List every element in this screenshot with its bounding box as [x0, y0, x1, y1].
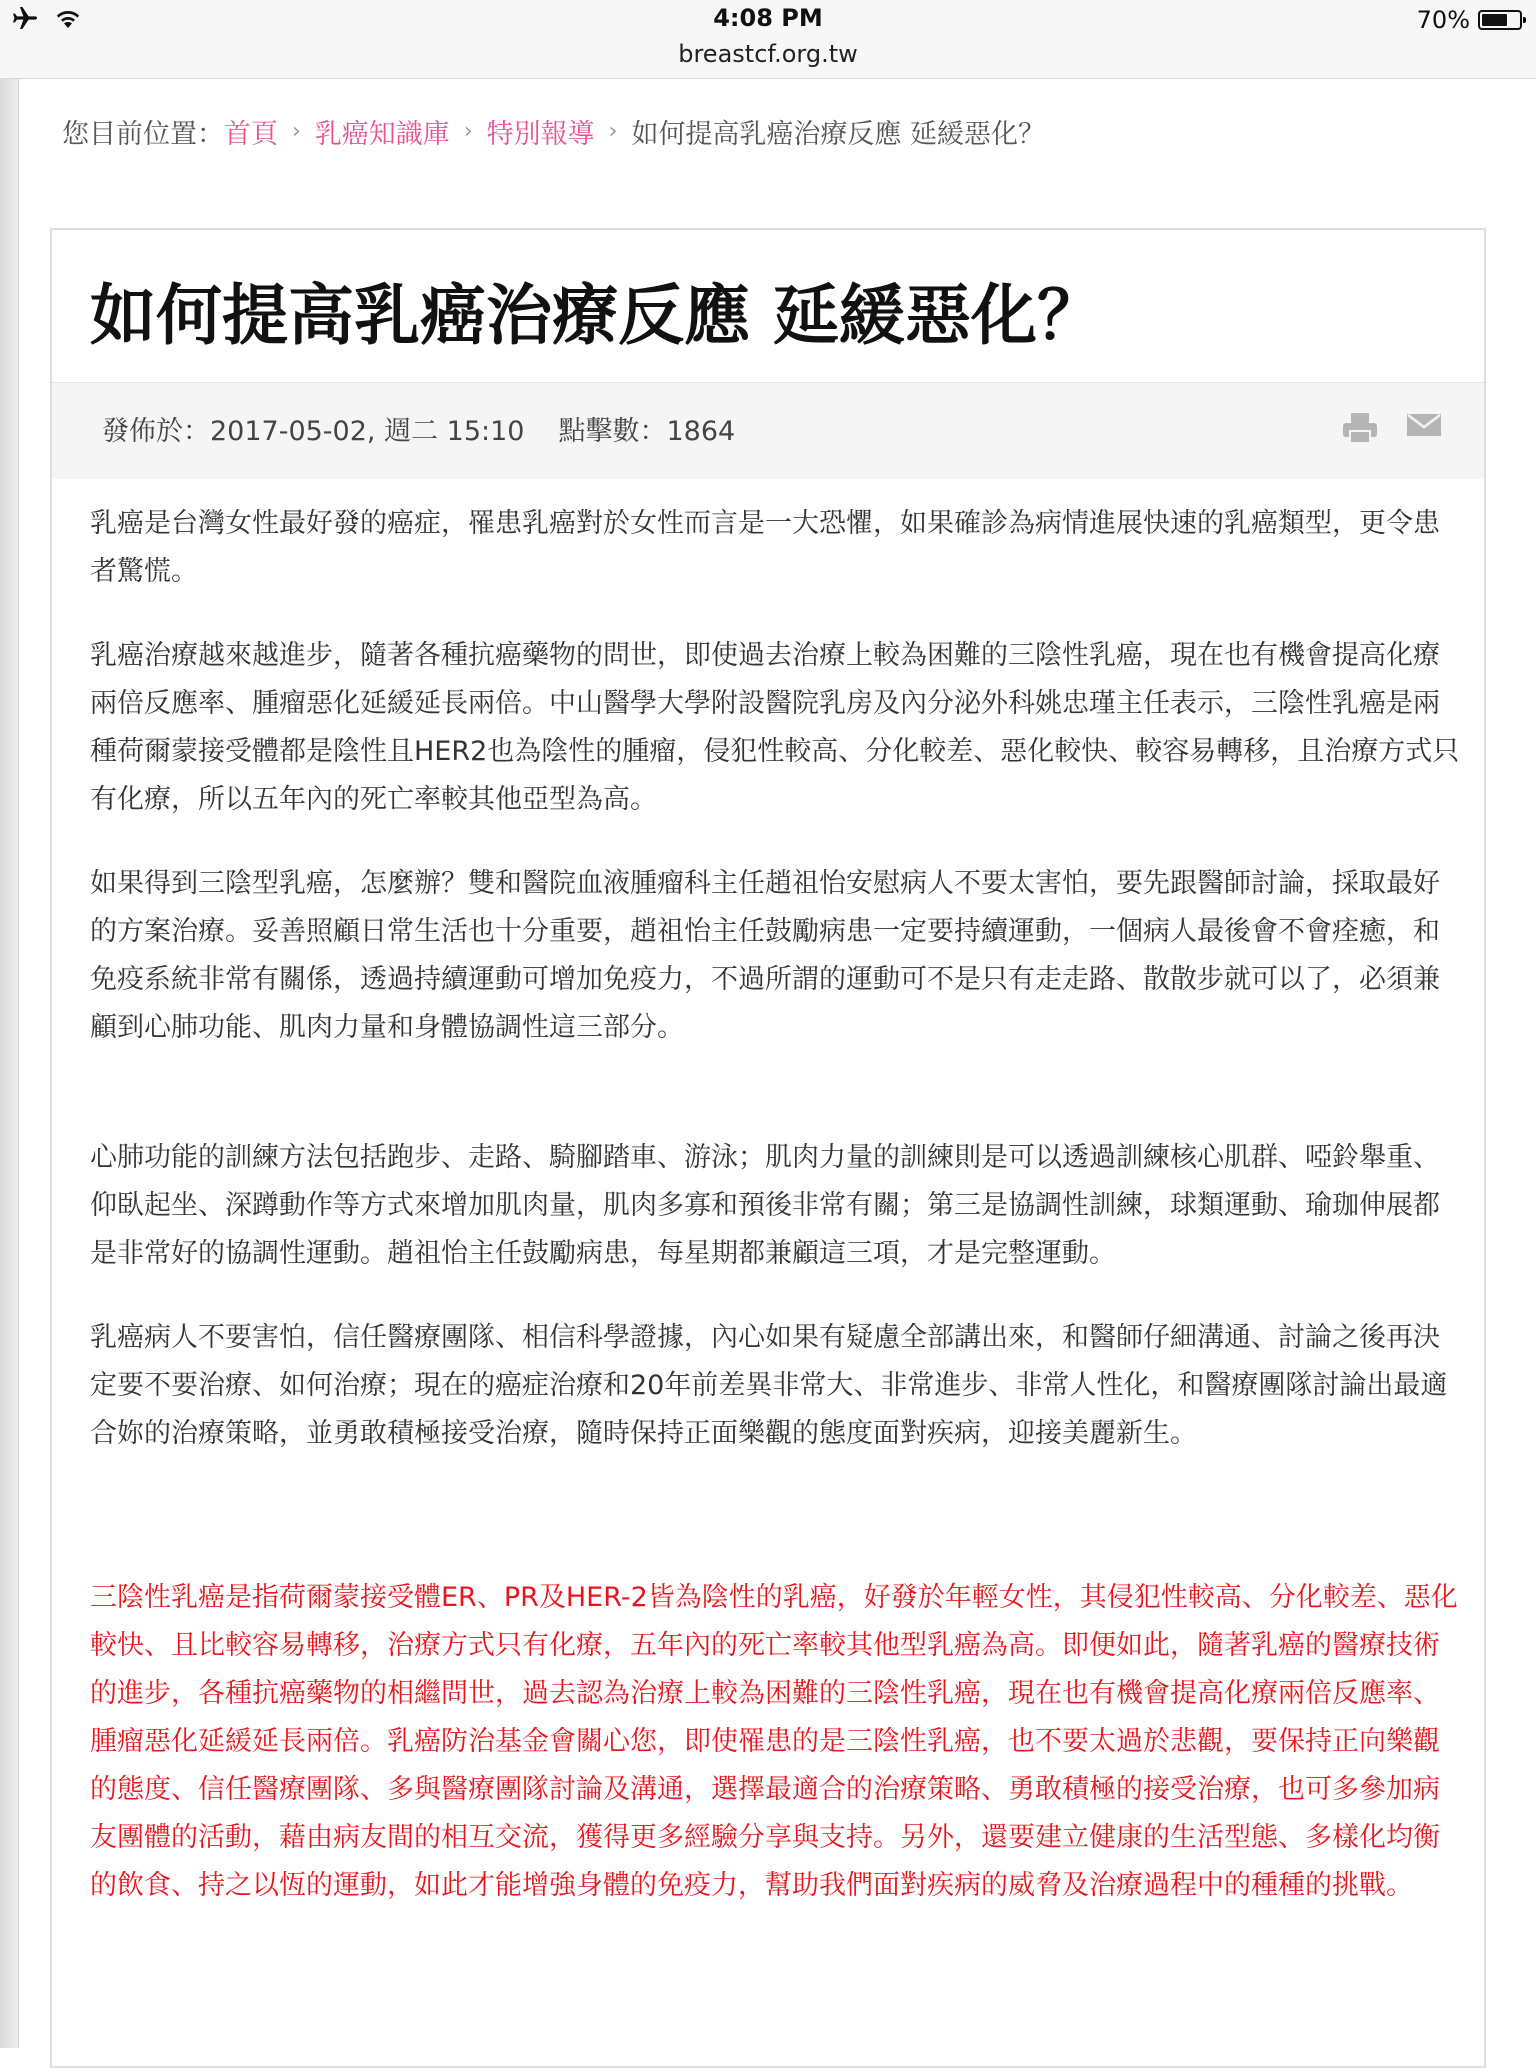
browser-status-bar [0, 0, 1536, 79]
article-paragraph: 心肺功能的訓練方法包括跑步、走路、騎腳踏車、游泳；肌肉力量的訓練則是可以透過訓練核心肌群、啞鈴舉重、仰臥起坐、深蹲動作等方式來增加肌肉量，肌肉多寡和預後非常有關；第三是協調性訓練，球類運動、瑜珈伸展都是非常好的協調性運動。趙祖怡主任鼓勵病患，每星期都兼顧這三項，才是完整運動。 [90, 1142, 1440, 1269]
battery-icon [1478, 10, 1522, 30]
breadcrumb-prefix: 您目前位置： [62, 119, 224, 150]
article-actions [1342, 411, 1442, 445]
article-meta [102, 409, 735, 448]
breadcrumb-special-report-link[interactable]: 特別報導 [486, 119, 595, 150]
battery-nub [1523, 17, 1526, 23]
breadcrumb [62, 112, 1045, 151]
article-paragraph: 如果得到三陰型乳癌，怎麼辦？雙和醫院血液腫瘤科主任趙祖怡安慰病人不要太害怕，要先跟醫師討論，採取最好的方案治療。妥善照顧日常生活也十分重要，趙祖怡主任鼓勵病患一定要持續運動，一個病人最後會不會痊癒，和免疫系統非常有關係，透過持續運動可增加免疫力，不過所謂的運動可不是只有走走路、散散步就可以了，必須兼顧到心肺功能、肌肉力量和身體協調性這三部分。 [90, 868, 1440, 1043]
status-time: 4:08 PM [713, 4, 823, 32]
article-title: 如何提高乳癌治療反應 延緩惡化？ [90, 277, 1103, 354]
article-paragraph: 乳癌治療越來越進步，隨著各種抗癌藥物的問世，即使過去治療上較為困難的三陰性乳癌，現在也有機會提高化療兩倍反應率、腫瘤惡化延緩延長兩倍。中山醫學大學附設醫院乳房及內分泌外科姚忠瑾主任表示，三陰性乳癌是兩種荷爾蒙接受體都是陰性且HER2也為陰性的腫瘤，侵犯性較高、分化較差、惡化較快、較容易轉移，且治療方式只有化療，所以五年內的死亡率較其他亞型為高。 [90, 640, 1460, 815]
article-meta-bar [52, 382, 1484, 479]
triple-negative-note: 三陰性乳癌是指荷爾蒙接受體ER、PR及HER-2皆為陰性的乳癌，好發於年輕女性，其侵犯性較高、分化較差、惡化較快、且比較容易轉移，治療方式只有化療，五年內的死亡率較其他型乳癌為高。即便如此，隨著乳癌的醫療技術的進步，各種抗癌藥物的相繼問世，過去認為治療上較為困難的三陰性乳癌，現在也有機會提高化療兩倍反應率、腫瘤惡化延緩延長兩倍。乳癌防治基金會關心您，即使罹患的是三陰性乳癌，也不要太過於悲觀，要保持正向樂觀的態度、信任醫療團隊、多與醫療團隊討論及溝通，選擇最適合的治療策略、勇敢積極的接受治療，也可多參加病友團體的活動，藉由病友間的相互交流，獲得更多經驗分享與支持。另外，還要建立健康的生活型態、多樣化均衡的飲食、持之以恆的運動，如此才能增強身體的免疫力，幫助我們面對疾病的威脅及治療過程中的種種的挑戰。 [90, 1582, 1458, 1901]
breadcrumb-knowledge-link[interactable]: 乳癌知識庫 [314, 119, 450, 150]
print-icon[interactable] [1342, 411, 1378, 445]
breadcrumb-separator-icon: › [463, 119, 473, 144]
published-date: 發佈於：2017-05-02, 週二 15:10 [102, 416, 525, 447]
breadcrumb-separator-icon: › [608, 119, 618, 144]
hit-count: 點擊數：1864 [558, 416, 736, 447]
article-paragraph: 乳癌病人不要害怕，信任醫療團隊、相信科學證據，內心如果有疑慮全部講出來，和醫師仔細溝通、討論之後再決定要不要治療、如何治療；現在的癌症治療和20年前差異非常大、非常進步、非常人性化，和醫療團隊討論出最適合妳的治療策略，並勇敢積極接受治療，隨時保持正面樂觀的態度面對疾病，迎接美麗新生。 [90, 1322, 1448, 1449]
breadcrumb-home-link[interactable]: 首頁 [224, 119, 278, 150]
email-icon[interactable] [1406, 411, 1442, 445]
battery-level-fill [1482, 14, 1507, 26]
article-paragraph: 乳癌是台灣女性最好發的癌症，罹患乳癌對於女性而言是一大恐懼，如果確診為病情進展快速的乳癌類型，更令患者驚慌。 [90, 508, 1440, 587]
article-card [50, 228, 1486, 2068]
breadcrumb-current: 如何提高乳癌治療反應 延緩惡化？ [631, 119, 1046, 150]
breadcrumb-separator-icon: › [292, 119, 301, 144]
url-bar[interactable]: breastcf.org.tw [678, 40, 858, 68]
status-right [1417, 6, 1522, 34]
battery-percent: 70% [1416, 6, 1470, 34]
page-left-edge [0, 79, 19, 2048]
